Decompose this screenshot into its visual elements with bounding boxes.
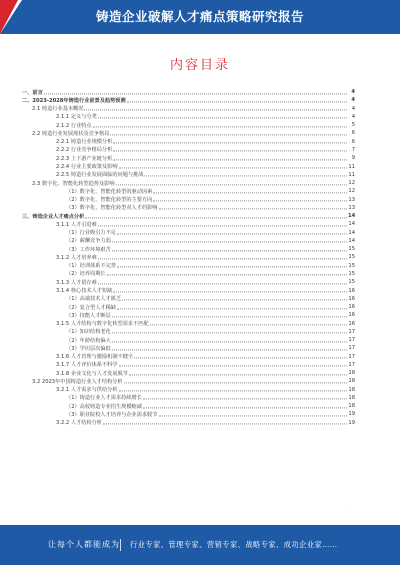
toc-entry[interactable] xyxy=(20,171,355,179)
toc-entry[interactable] xyxy=(20,212,355,220)
toc-entry[interactable] xyxy=(20,311,355,319)
toc-leader xyxy=(113,159,347,160)
toc-entry[interactable] xyxy=(20,105,355,113)
toc-entry-text: （3）技能人才断层 xyxy=(66,312,111,319)
toc-entry-text: （1）行业吸引力不足 xyxy=(66,230,116,237)
toc-entry-text: 2.2.4 行业主要政策及影响 xyxy=(56,164,118,171)
toc-entry-text: 2.2.5 铸造行业发展面临的问题与挑战 xyxy=(56,172,144,179)
toc-entry-text: （2）高校铸造专业招生规模缩减 xyxy=(66,403,142,410)
footer-divider xyxy=(120,539,121,551)
toc-entry-text: （1）培训体系不完善 xyxy=(66,263,116,270)
toc-entry-text: 3.1.3 人才留存难 xyxy=(56,279,97,286)
toc-entry-text: 2.2.3 上下游产业链分析 xyxy=(56,155,113,162)
toc-leader xyxy=(143,399,347,400)
toc-entry[interactable] xyxy=(20,146,355,154)
toc-entry[interactable] xyxy=(20,344,355,352)
toc-leader xyxy=(117,308,347,309)
toc-entry-text: （1）高端技术人才匮乏 xyxy=(66,296,122,303)
toc-page-number: 13 xyxy=(348,204,355,211)
toc-entry[interactable] xyxy=(20,154,355,162)
toc-page-number: 14 xyxy=(348,221,355,228)
toc-page-number: 7 xyxy=(351,146,355,153)
toc-page-number: 17 xyxy=(348,353,355,360)
toc-leader xyxy=(112,333,347,334)
toc-entry-text: 3.1.2 人才培养难 xyxy=(56,254,97,261)
toc-leader xyxy=(113,291,347,292)
toc-entry[interactable] xyxy=(20,162,355,170)
toc-entry-text: （2）薪酬竞争力弱 xyxy=(66,238,111,245)
toc-entry[interactable] xyxy=(20,245,355,253)
footer-roles: 行业专家、管理专家、营销专家、战略专家、成功企业家…… xyxy=(130,540,338,549)
toc-leader xyxy=(107,275,347,276)
toc-page-number: 12 xyxy=(348,180,355,187)
toc-leader xyxy=(143,407,347,408)
toc-leader xyxy=(129,374,347,375)
toc-leader xyxy=(98,118,347,119)
toc-entry[interactable] xyxy=(20,386,355,394)
toc-page-number: 15 xyxy=(348,246,355,253)
toc-page-number: 19 xyxy=(348,411,355,418)
toc-leader xyxy=(112,341,347,342)
toc-page-number: 18 xyxy=(348,378,355,385)
toc-page-number: 9 xyxy=(351,155,355,162)
toc-page-number: 12 xyxy=(348,188,355,195)
toc-entry[interactable] xyxy=(20,319,355,327)
toc-page-number: 11 xyxy=(348,163,355,170)
toc-entry-text: 3.2.1 人才需求与供给分析 xyxy=(56,387,118,394)
toc-entry[interactable] xyxy=(20,195,355,203)
toc-entry[interactable] xyxy=(20,361,355,369)
toc-page-number: 5 xyxy=(351,122,355,129)
toc-leader xyxy=(98,283,347,284)
toc-entry[interactable] xyxy=(20,328,355,336)
toc-entry[interactable] xyxy=(20,220,355,228)
toc-leader xyxy=(113,143,347,144)
toc-entry-text: （3）职业院校人才培养与企业需求脱节 xyxy=(66,411,158,418)
toc-entry-text: （2）数字化、智能化转型的主要方向 xyxy=(66,197,153,204)
toc-entry[interactable] xyxy=(20,394,355,402)
toc-entry-text: （2）培养周期长 xyxy=(66,271,106,278)
toc-leader xyxy=(98,225,347,226)
toc-entry[interactable] xyxy=(20,336,355,344)
toc-page-number: 18 xyxy=(348,386,355,393)
toc-entry-text: （3）数字化、智能化转型对人才的影响 xyxy=(66,205,158,212)
toc-page-number: 16 xyxy=(348,287,355,294)
report-title: 铸造企业破解人才痛点策略研究报告 xyxy=(95,9,304,24)
toc-entry[interactable] xyxy=(20,278,355,286)
toc-entry[interactable] xyxy=(20,129,355,137)
toc-page-number: 14 xyxy=(348,229,355,236)
toc-page-number: 17 xyxy=(348,328,355,335)
toc-page-number: 4 xyxy=(351,113,355,120)
toc-page-number: 15 xyxy=(348,254,355,261)
toc-leader xyxy=(110,134,347,135)
toc-entry[interactable] xyxy=(20,204,355,212)
toc-leader xyxy=(119,167,347,168)
toc-entry[interactable] xyxy=(20,179,355,187)
toc-entry-text: 一、前言 xyxy=(22,89,43,96)
toc-entry[interactable] xyxy=(20,286,355,294)
toc-page-number: 16 xyxy=(348,304,355,311)
toc-entry-text: 二、2023-2028年铸造行业前景及趋势预测 xyxy=(22,97,126,104)
toc-leader xyxy=(85,217,347,218)
toc-page-number: 19 xyxy=(348,419,355,426)
toc-leader xyxy=(117,234,347,235)
toc-page-number: 18 xyxy=(348,403,355,410)
toc-leader xyxy=(84,110,347,111)
toc-page-number: 4 xyxy=(351,105,355,112)
toc-entry-text: 3.1.6 人才管理与激励机制不健全 xyxy=(56,354,134,361)
toc-page-number: 14 xyxy=(348,213,356,220)
toc-entry-text: （1）铸造行业人才需求持续增长 xyxy=(66,395,142,402)
toc-leader xyxy=(150,324,347,325)
toc-page-number: 4 xyxy=(351,97,355,104)
toc-leader xyxy=(153,200,347,201)
toc-leader xyxy=(103,424,347,425)
toc-leader xyxy=(159,415,348,416)
toc-leader xyxy=(122,300,347,301)
toc-entry[interactable] xyxy=(20,377,355,385)
toc-entry-text: 2.1.2 行业特点 xyxy=(56,122,92,129)
toc-page-number: 15 xyxy=(348,270,355,277)
toc-page-number: 13 xyxy=(348,196,355,203)
toc-leader xyxy=(93,126,347,127)
toc-page-number: 16 xyxy=(348,295,355,302)
page-footer xyxy=(0,525,400,565)
toc-entry-text: 2.2 铸造行业发展现状及竞争格局 xyxy=(32,130,110,137)
toc-leader xyxy=(119,366,347,367)
toc-entry-text: 2.2.2 行业竞争格局分析 xyxy=(56,147,113,154)
toc-entry-text: （2）年龄结构偏大 xyxy=(66,337,111,344)
toc-entry[interactable] xyxy=(20,419,355,427)
toc-entry[interactable] xyxy=(20,96,355,104)
toc-leader xyxy=(134,358,347,359)
toc-entry[interactable] xyxy=(20,253,355,261)
toc-entry-text: （2）复合型人才稀缺 xyxy=(66,304,116,311)
toc-entry[interactable] xyxy=(20,262,355,270)
toc-entry-text: 2.1 铸造行业基本概况 xyxy=(32,106,84,113)
toc-leader xyxy=(124,382,347,383)
toc-entry-text: 3.1.8 企业文化与人才发展脱节 xyxy=(56,370,128,377)
toc-page-number: 11 xyxy=(348,171,355,178)
toc-entry[interactable] xyxy=(20,369,355,377)
toc-entry-text: （1）数字化、智能化转型的驱动因素 xyxy=(66,188,153,195)
toc-page-number: 6 xyxy=(351,138,355,145)
toc-entry[interactable] xyxy=(20,187,355,195)
toc-leader xyxy=(112,250,347,251)
toc-leader xyxy=(119,391,347,392)
toc-leader xyxy=(113,151,347,152)
toc-page-number: 15 xyxy=(348,262,355,269)
toc-heading: 内容目录 xyxy=(169,58,230,73)
toc-leader xyxy=(112,316,347,317)
toc-page-number: 17 xyxy=(348,361,355,368)
toc-entry-text: （3）学历层次偏低 xyxy=(66,345,111,352)
toc-page-number: 4 xyxy=(351,89,355,96)
toc-page-number: 16 xyxy=(348,312,355,319)
toc-entry-text: 3.1.4 核心技术人才短缺 xyxy=(56,288,113,294)
toc-page-number: 17 xyxy=(348,345,355,352)
toc-entry[interactable] xyxy=(20,295,355,303)
toc-leader xyxy=(98,258,347,259)
toc-page-number: 18 xyxy=(348,394,355,401)
toc-leader xyxy=(112,349,347,350)
page-marker: · xyxy=(349,503,351,509)
toc-entry[interactable] xyxy=(20,303,355,311)
toc-entry[interactable] xyxy=(20,229,355,237)
toc-entry-text: （1）知识结构老化 xyxy=(66,329,111,336)
footer-slogan: 让每个人都能成为 xyxy=(48,540,120,549)
toc-leader xyxy=(117,267,347,268)
toc-leader xyxy=(144,176,347,177)
toc-entry[interactable] xyxy=(20,353,355,361)
toc-entry-text: 三、铸造企业人才痛点分析 xyxy=(22,213,85,220)
toc-entry-text: 2.1.1 定义与分类 xyxy=(56,114,97,121)
toc-leader xyxy=(127,101,347,102)
toc-entry[interactable] xyxy=(20,237,355,245)
toc-entry-text: 3.1.7 人才评价体系不科学 xyxy=(56,362,118,369)
toc-entry[interactable] xyxy=(20,88,355,96)
toc-entry-text: 3.2 2023年中国铸造行业人才结构分析 xyxy=(32,378,123,385)
toc-entry[interactable] xyxy=(20,402,355,410)
toc-entry-text: 2.3 数字化、智能化转型趋势及影响 xyxy=(32,180,115,187)
toc-leader xyxy=(44,93,347,94)
toc-entry[interactable] xyxy=(20,113,355,121)
toc-page-number: 15 xyxy=(348,279,355,286)
table-of-contents xyxy=(20,88,355,427)
toc-entry-text: 3.1.1 人才引进难 xyxy=(56,221,97,228)
toc-entry[interactable] xyxy=(20,138,355,146)
toc-entry[interactable] xyxy=(20,410,355,418)
toc-page-number: 17 xyxy=(348,337,355,344)
toc-page-number: 18 xyxy=(348,370,355,377)
toc-leader xyxy=(112,242,347,243)
toc-page-number: 6 xyxy=(351,130,355,137)
toc-leader xyxy=(159,209,348,210)
page-header xyxy=(0,0,400,34)
toc-entry[interactable] xyxy=(20,270,355,278)
toc-page-number: 16 xyxy=(348,320,355,327)
toc-entry-text: （3）工作环境艰苦 xyxy=(66,246,111,253)
toc-entry-text: 2.2.1 铸造行业规模分析 xyxy=(56,139,113,146)
toc-page-number: 14 xyxy=(348,237,355,244)
toc-entry-text: 3.1.5 人才结构与数字化转型需求不匹配 xyxy=(56,321,149,328)
toc-leader xyxy=(153,192,347,193)
toc-leader xyxy=(116,184,347,185)
toc-entry[interactable] xyxy=(20,121,355,129)
toc-entry-text: 3.2.2 人才结构分析 xyxy=(56,420,102,427)
